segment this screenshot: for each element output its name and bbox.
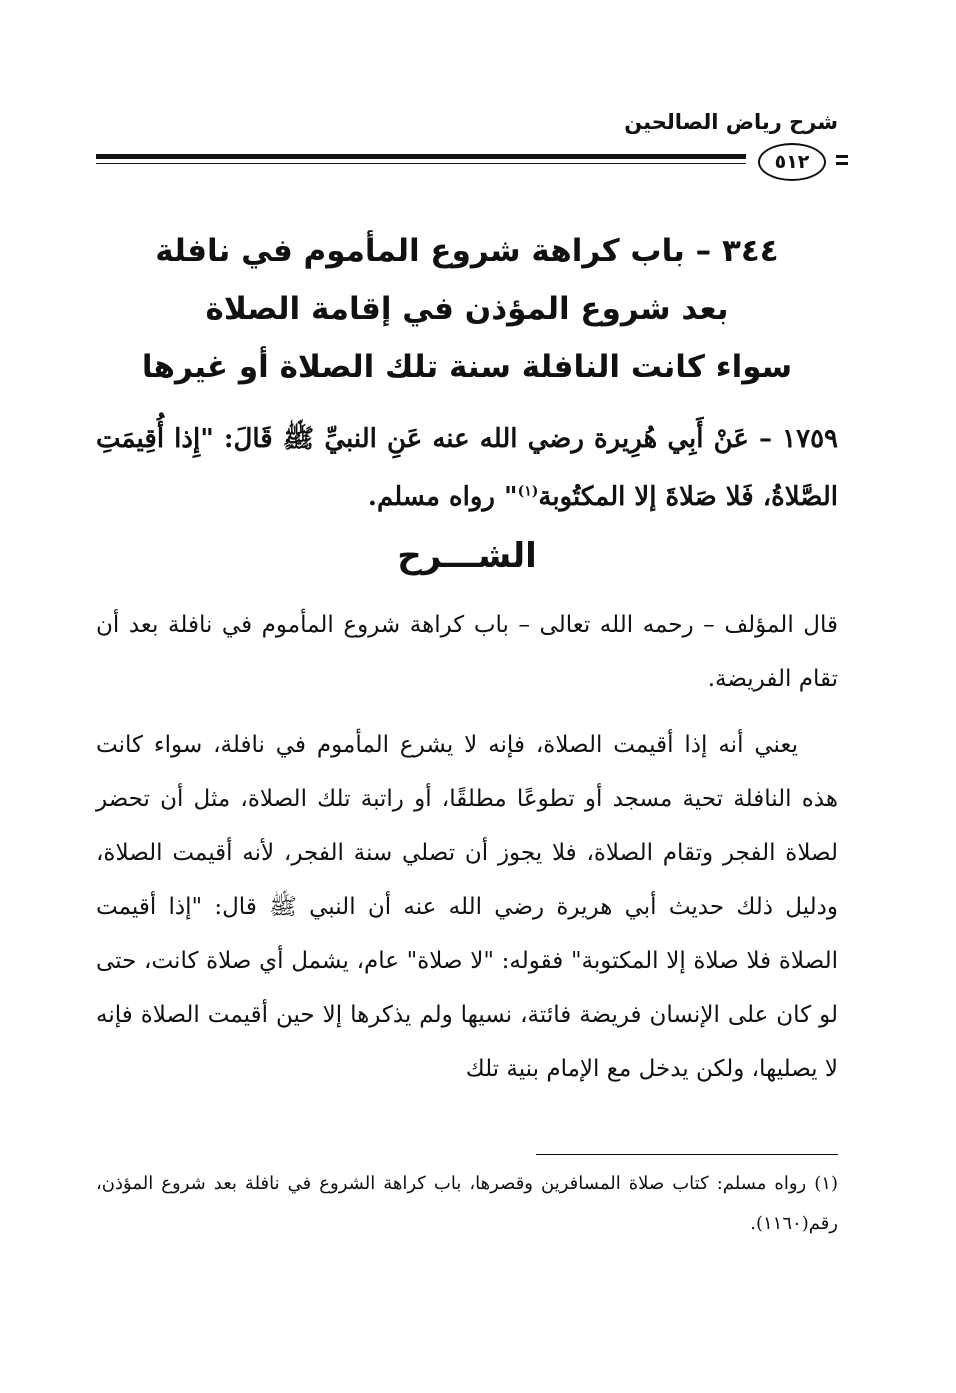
chapter-heading-line-2: بعد شروع المؤذن في إقامة الصلاة: [205, 291, 729, 327]
footnote-separator: [536, 1154, 838, 1155]
chapter-heading-line-3: سواء كانت النافلة سنة تلك الصلاة أو غيرها: [141, 349, 793, 385]
page-header: [96, 106, 838, 186]
footnote-text: (١) رواه مسلم: كتاب صلاة المسافرين وقصرها، باب كراهة الشروع في نافلة بعد شروع المؤذن، رقم(١١٦٠).: [96, 1173, 838, 1234]
chapter-heading-line-1: ٣٤٤ – باب كراهة شروع المأموم في نافلة: [155, 233, 779, 269]
header-rule-thin: [96, 163, 746, 164]
commentary-paragraph-2: يعني أنه إذا أقيمت الصلاة، فإنه لا يشرع المأموم في نافلة، سواء كانت هذه النافلة تحية مسجد أو تطوعًا مطلقًا، أو راتبة تلك الصلاة، مثل أن تحضر لصلاة الفجر وتقام الصلاة، فلا يجوز أن تصلي سنة الفجر، لأنه أقيمت الصلاة، ودليل ذلك حديث أبي هريرة رضي الله عنه أن النبي ﷺ قال: "إذا أقيمت الصلاة فلا صلاة إلا المكتوبة" فقوله: "لا صلاة" عام، يشمل أي صلاة كانت، حتى لو كان على الإنسان فريضة فائتة، نسيها ولم يذكرها إلا حين أقيمت الصلاة فإنه لا يصليها، ولكن يدخل مع الإمام بنية تلك: [96, 732, 838, 1082]
commentary-paragraph-1: قال المؤلف – رحمه الله تعالى – باب كراهة شروع المأموم في نافلة بعد أن تقام الفريضة.: [96, 612, 838, 692]
hadith-closing: " رواه مسلم.: [367, 482, 518, 512]
header-rule-end-mark: [836, 155, 848, 169]
footnote-reference: (١): [517, 483, 539, 500]
running-title: شرح رياض الصالحين: [624, 110, 838, 134]
page-number-badge: ٥١٢: [758, 143, 826, 181]
sharh-heading: الشـــرح: [397, 536, 537, 576]
hadith-body: ١٧٥٩ – عَنْ أَبِي هُرِيرة رضي الله عنه عَنِ النبيِّ ﷺ قَالَ: "إِذا أُقِيمَتِ الصَّلاةُ، فَلا صَلاةَ إلا المكتُوبة: [96, 424, 838, 512]
header-rule-thick: [96, 154, 746, 159]
hadith-text: [96, 410, 838, 526]
chapter-heading: [96, 222, 838, 396]
